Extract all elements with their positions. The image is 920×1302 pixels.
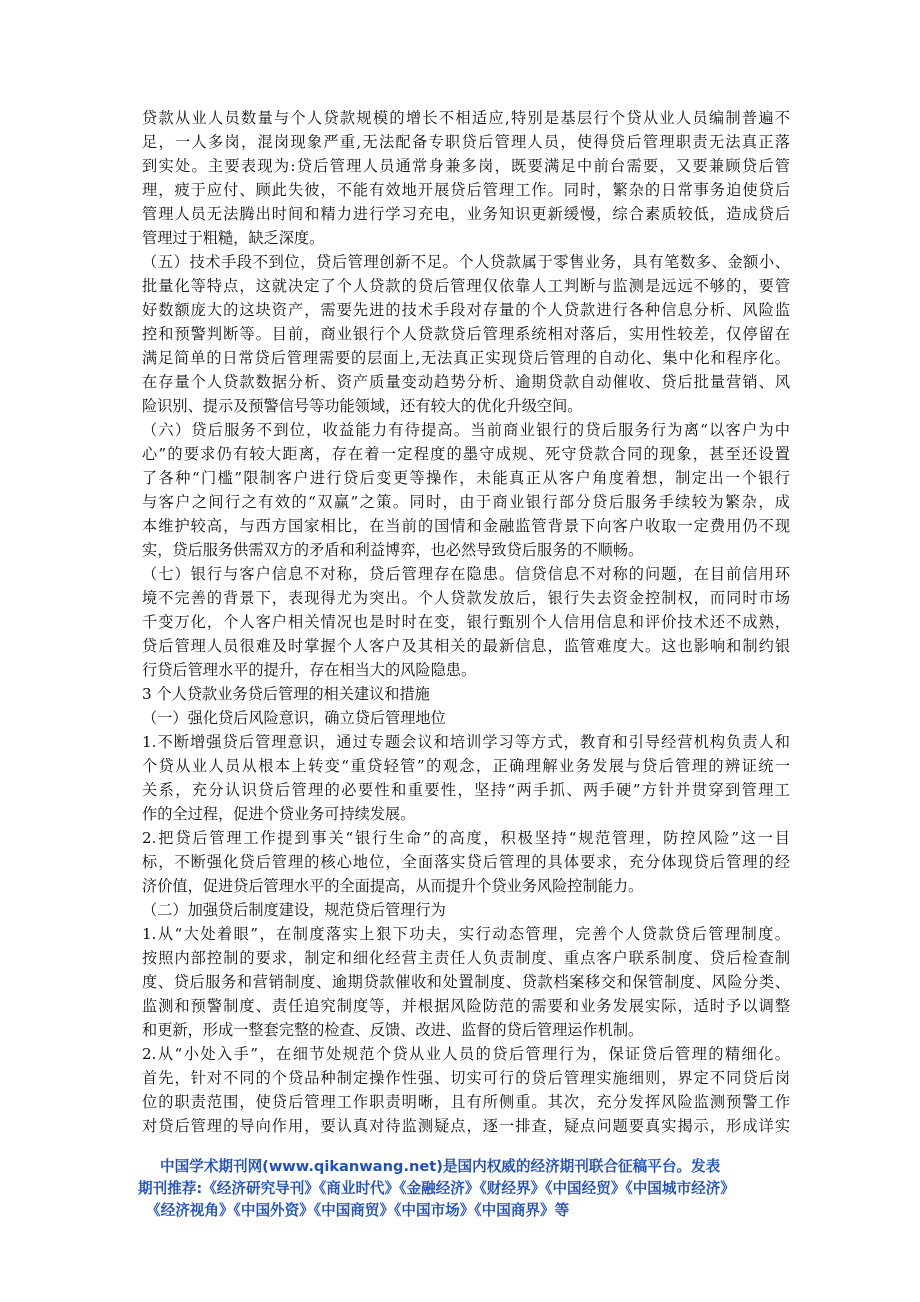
text-line: 标，不断强化贷后管理的核心地位，全面落实贷后管理的具体要求，充分体现贷后管理的经 [142,853,790,871]
text-line: （七）银行与客户信息不对称，贷后管理存在隐患。信贷信息不对称的问题，在目前信用环 [142,565,790,583]
text-line: 千变万化，个人客户相关情况也是时时在变，银行甄别个人信用信息和评价技术还不成熟， [142,613,790,631]
document-body [142,106,790,1138]
text-line: 心”的要求仍有较大距离，存在着一定程度的墨守成规、死守贷款合同的现象，甚至还设置 [142,445,790,463]
text-line: （一）强化贷后风险意识，确立贷后管理地位 [142,709,446,727]
text-line: 险识别、提示及预警信号等功能领域，还有较大的优化升级空间。 [142,397,583,415]
text-line: 实，贷后服务供需双方的矛盾和利益博弈，也必然导致贷后服务的不顺畅。 [142,541,644,559]
text-line: （五）技术手段不到位，贷后管理创新不足。个人贷款属于零售业务，具有笔数多、金额小、 [142,253,790,271]
text-line: 管理过于粗糙，缺乏深度。 [142,229,325,247]
footer-line-1: 中国学术期刊网(www.qikanwang.net)是国内权威的经济期刊联合征稿平台。发表 [160,1158,721,1175]
text-line: 1.不断增强贷后管理意识，通过专题会议和培训学习等方式，教育和引导经营机构负责人和 [142,733,790,751]
text-line: 2.把贷后管理工作提到事关“银行生命”的高度，积极坚持“规范管理，防控风险”这一目 [142,829,790,847]
text-line: 和更新，形成一整套完整的检查、反馈、改进、监督的贷后管理运作机制。 [142,1021,644,1039]
text-line: 境不完善的背景下，表现得尤为突出。个人贷款发放后，银行失去资金控制权，而同时市场 [142,589,790,607]
text-line: 监测和预警制度、责任追究制度等，并根据风险防范的需要和业务发展实际，适时予以调整 [142,997,790,1015]
text-line: 济价值，促进贷后管理水平的全面提高，从而提升个贷业务风险控制能力。 [142,877,644,895]
text-line: 个贷从业人员从根本上转变“重贷轻管”的观念，正确理解业务发展与贷后管理的辨证统一 [142,757,790,775]
text-line: 与客户之间行之有效的“双赢”之策。同时，由于商业银行部分贷后服务手续较为繁杂，成 [142,493,790,511]
text-line: 关系，充分认识贷后管理的必要性和重要性，坚持“两手抓、两手硬”方针并贯穿到管理工 [142,781,790,799]
text-line: 2.从“小处入手”，在细节处规范个贷从业人员的贷后管理行为，保证贷后管理的精细化。 [142,1045,790,1063]
text-line: 了各种“门槛”限制客户进行贷后变更等操作，未能真正从客户角度着想，制定出一个银行 [142,469,790,487]
text-line: 控和预警判断等。目前，商业银行个人贷款贷后管理系统相对落后，实用性较差，仅停留在 [142,325,790,343]
text-line: 足，一人多岗，混岗现象严重,无法配备专职贷后管理人员，使得贷后管理职责无法真正落 [142,133,790,151]
footer-line-3: 《经济视角》《中国外资》《中国商贸》《中国市场》《中国商界》等 [146,1202,570,1219]
text-line: 好数额庞大的这块资产，需要先进的技术手段对存量的个人贷款进行各种信息分析、风险监 [142,301,790,319]
text-line: 到实处。主要表现为:贷后管理人员通常身兼多岗，既要满足中前台需要，又要兼顾贷后管 [142,157,790,175]
text-line: 在存量个人贷款数据分析、资产质量变动趋势分析、逾期贷款自动催收、贷后批量营销、风 [142,373,790,391]
text-line: 对贷后管理的导向作用，要认真对待监测疑点，逐一排查，疑点问题要真实揭示，形成详实 [142,1117,790,1135]
footer-line-2: 期刊推荐:《经济研究导刊》《商业时代》《金融经济》《财经界》《中国经贸》《中国城市经济》 [138,1180,735,1197]
text-line: 本维护较高，与西方国家相比，在当前的国情和金融监管背景下向客户收取一定费用仍不现 [142,517,790,535]
text-line: 满足简单的日常贷后管理需要的层面上,无法真正实现贷后管理的自动化、集中化和程序化。 [142,349,790,367]
text-line: 行贷后管理水平的提升，存在相当大的风险隐患。 [142,661,477,679]
text-line: 理，疲于应付、顾此失彼，不能有效地开展贷后管理工作。同时，繁杂的日常事务迫使贷后 [142,181,790,199]
text-line: 3 个人贷款业务贷后管理的相关建议和措施 [142,685,430,703]
text-line: 按照内部控制的要求，制定和细化经营主责任人负责制度、重点客户联系制度、贷后检查制 [142,949,790,967]
text-line: 管理人员无法腾出时间和精力进行学习充电，业务知识更新缓慢，综合素质较低，造成贷后 [142,205,790,223]
text-line: （六）贷后服务不到位，收益能力有待提高。当前商业银行的贷后服务行为离“以客户为中 [142,421,790,439]
text-line: 贷后管理人员很难及时掌握个人客户及其相关的最新信息，监管难度大。这也影响和制约银 [142,637,790,655]
text-line: 1.从“大处着眼”，在制度落实上狠下功夫，实行动态管理，完善个人贷款贷后管理制度。 [142,925,790,943]
text-line: 批量化等特点，这就决定了个人贷款的贷后管理仅依靠人工判断与监测是远远不够的，要管 [142,277,790,295]
text-line: 位的职责范围，使贷后管理工作职责明晰，且有所侧重。其次，充分发挥风险监测预警工作 [142,1093,790,1111]
text-line: 作的全过程，促进个贷业务可持续发展。 [142,805,416,823]
journal-promo-footer [138,1156,798,1222]
text-line: 贷款从业人员数量与个人贷款规模的增长不相适应,特别是基层行个贷从业人员编制普遍不 [142,109,790,127]
text-line: 度、贷后服务和营销制度、逾期贷款催收和处置制度、贷款档案移交和保管制度、风险分类、 [142,973,790,991]
text-line: 首先，针对不同的个贷品种制定操作性强、切实可行的贷后管理实施细则，界定不同贷后岗 [142,1069,790,1087]
text-line: （二）加强贷后制度建设，规范贷后管理行为 [142,901,446,919]
